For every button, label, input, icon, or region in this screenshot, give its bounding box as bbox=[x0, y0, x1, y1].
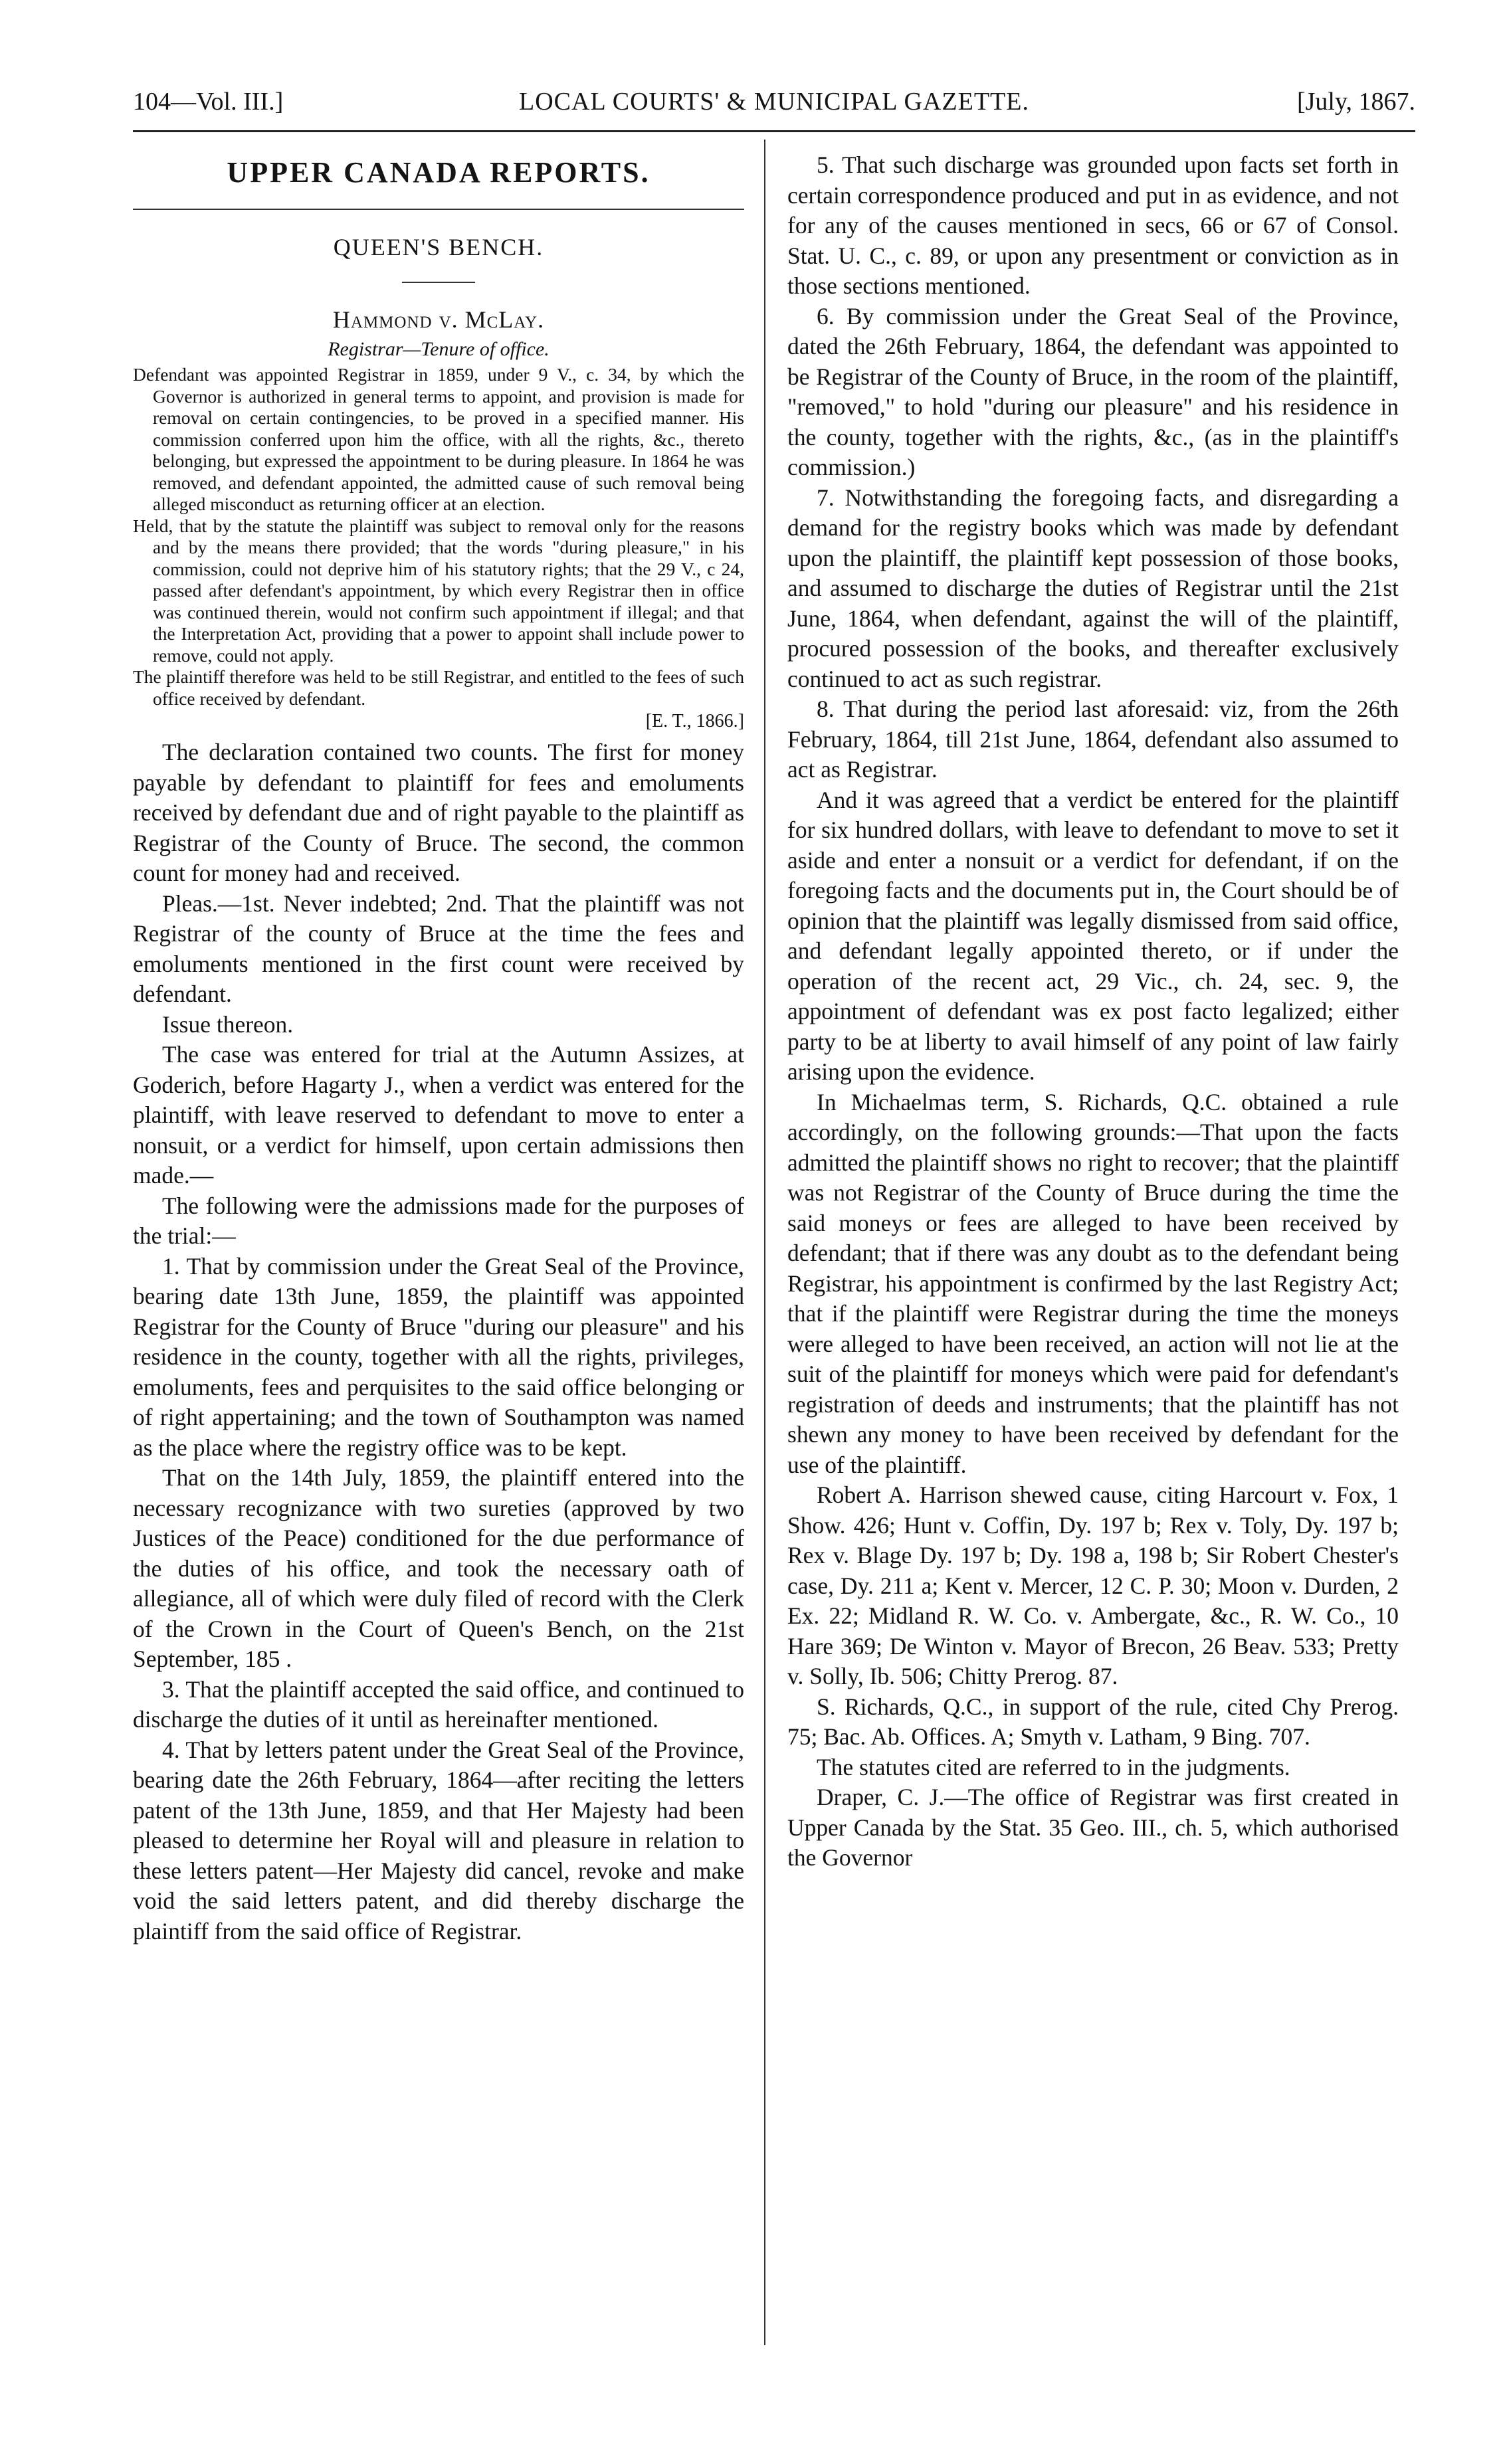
series-title: UPPER CANADA REPORTS. bbox=[227, 156, 650, 189]
body-paragraph: 4. That by letters patent under the Great Seal of the Province, bearing date the 26th February, 1864—after reciting the letters patent of the 13th June, 1859, and that Her Majesty had been pleased to determine her Royal will and pleasure in relation to these letters patent—Her Majesty did cancel, revoke and make void the said letters patent, and did thereby discharge the plaintiff from the said office of Registrar. bbox=[133, 1736, 744, 1944]
body-paragraph: 7. Notwithstanding the foregoing facts, and disregarding a demand for the registry books which was made by defendant upon the plaintiff, the plaintiff kept possession of those books, and assumed to discharge the duties of Registrar until the 21st June, 1864, when defendant, against the will of the plaintiff, procured possession of the books, and thereafter exclusively continued to act as such registrar. bbox=[787, 484, 1399, 692]
header-divider bbox=[133, 130, 1415, 132]
publication-title: LOCAL COURTS' & MUNICIPAL GAZETTE. bbox=[519, 88, 1029, 116]
body-paragraph: S. Richards, Q.C., in support of the rule, cited Chy Prerog. 75; Bac. Ab. Offices. A; Smyth v. Latham, 9 Bing. 707. bbox=[787, 1693, 1399, 1750]
body-paragraph: Issue thereon. bbox=[162, 1010, 294, 1038]
body-paragraph: In Michaelmas term, S. Richards, Q.C. obtained a rule accordingly, on the following grounds:—That upon the facts admitted the plaintiff shows no right to recover; that the plaintiff was not Registrar of the County of Bruce during the time the said moneys or fees are alleged to have been received by defendant; that if there was any doubt as to the defendant being Registrar, his appointment is confirmed by the last Registry Act; that if the plaintiff were Registrar during the time the moneys were alleged to have been received, an action will not lie at the suit of the plaintiff for moneys which were paid for defendant's registration of deeds and instruments; that the plaintiff has not shewn any money to have been received by defendant for the use of the plaintiff. bbox=[787, 1088, 1399, 1478]
body-paragraph: And it was agreed that a verdict be entered for the plaintiff for six hundred dollars, with leave to defendant to move to set it aside and enter a nonsuit or a verdict for defendant, if on the foregoing facts and the documents put in, the Court should be of opinion that the plaintiff was legally dismissed from said office, and defendant legally appointed thereto, or if under the operation of the recent act, 29 Vic., ch. 24, sec. 9, the appointment of defendant was ex post facto legalized; either party to be at liberty to avail himself of any point of law fairly arising upon the evidence. bbox=[787, 786, 1399, 1085]
body-paragraph: That on the 14th July, 1859, the plaintiff entered into the necessary recognizance with two sureties (approved by two Justices of the Peace) conditioned for the due performance of the duties of his office, and took the necessary oath of allegiance, all of which were duly filed of record with the Clerk of the Crown in the Court of Queen's Bench, on the 21st September, 185 . bbox=[133, 1464, 744, 1672]
body-paragraph: 6. By commission under the Great Seal of the Province, dated the 26th February, 1864, the defendant was appointed to be Registrar of the County of Bruce, in the room of the plaintiff, "removed," to hold "during our pleasure" and his residence in the county, together with the rights, &c., (as in the plaintiff's commission.) bbox=[787, 302, 1399, 480]
short-divider bbox=[402, 282, 475, 283]
running-head bbox=[133, 78, 1415, 125]
body-paragraph: 3. That the plaintiff accepted the said office, and continued to discharge the duties of it until as hereinafter mentioned. bbox=[133, 1675, 744, 1733]
body-paragraph: Pleas.—1st. Never indebted; 2nd. That the plaintiff was not Registrar of the county of Bruce at the time the fees and emoluments mentioned in the first count were received by defendant. bbox=[133, 890, 744, 1007]
body-paragraph: Draper, C. J.—The office of Registrar was first created in Upper Canada by the Stat. 35 Geo. III., ch. 5, which authorised the Governor bbox=[787, 1784, 1399, 1871]
body-paragraph: 5. That such discharge was grounded upon facts set forth in certain correspondence produced and put in as evidence, and not for any of the causes mentioned in secs, 66 or 67 of Consol. Stat. U. C., c. 89, or upon any presentment or conviction as in those sections mentioned. bbox=[787, 151, 1399, 299]
section-divider bbox=[133, 209, 744, 210]
body-paragraph: The case was entered for trial at the Autumn Assizes, at Goderich, before Hagarty J., when a verdict was entered for the plaintiff, with leave reserved to defendant to move to enter a nonsuit, or a verdict for himself, upon certain admissions then made.— bbox=[133, 1041, 744, 1188]
body-paragraph: Robert A. Harrison shewed cause, citing Harcourt v. Fox, 1 Show. 426; Hunt v. Coffin, Dy. 197 b; Rex v. Toly, Dy. 197 b; Rex v. Blage Dy. 197 b; Dy. 198 a, 198 b; Sir Robert Chester's case, Dy. 211 a; Kent v. Mercer, 12 C. P. 30; Moon v. Durden, 2 Ex. 22; Midland R. W. Co. v. Ambergate, &c., R. W. Co., 10 Hare 369; De Winton v. Mayor of Brecon, 26 Beav. 533; Pretty v. Solly, Ib. 506; Chitty Prerog. 87. bbox=[787, 1481, 1399, 1689]
term-citation: [E. T., 1866.] bbox=[645, 711, 744, 731]
left-body-text bbox=[133, 737, 744, 1946]
page-volume-label: 104—Vol. III.] bbox=[133, 88, 284, 116]
body-paragraph: 1. That by commission under the Great Seal of the Province, bearing date 13th June, 1859, the plaintiff was appointed Registrar for the County of Bruce "during our pleasure" and his residence in the county, together with all the rights, privileges, emoluments, fees and perquisites to the said office belonging or of right appertaining; and the town of Southampton was named as the place where the registry office was to be kept. bbox=[133, 1252, 744, 1461]
headnote-paragraph: Held, that by the statute the plaintiff was subject to removal only for the reasons and by the means there provided; that the words "during pleasure," in his commission, could not deprive him of his statutory rights; that the 29 V., c 24, passed after defendant's appointment, by which every Registrar then in office was continued therein, would not confirm such appointment if illegal; and that the Interpretation Act, providing that a power to appoint shall include power to remove, could not apply. bbox=[133, 515, 744, 666]
body-paragraph: The following were the admissions made for the purposes of the trial:— bbox=[133, 1192, 744, 1249]
case-subject: Registrar—Tenure of office. bbox=[328, 338, 550, 360]
headnote-paragraph: The plaintiff therefore was held to be still Registrar, and entitled to the fees of such office received by defendant. bbox=[133, 666, 744, 709]
column-divider bbox=[764, 140, 765, 2345]
headnote-paragraph: Defendant was appointed Registrar in 1859, under 9 V., c. 34, by which the Governor is authorized in general terms to appoint, and provision is made for removal on certain contingencies, to be proved in a specified manner. His commission conferred upon him the office, with all the rights, &c., thereto belonging, but expressed the appointment to be during pleasure. In 1864 he was removed, and defendant appointed, the admitted cause of such removal being alleged misconduct as returning officer at an election. bbox=[133, 364, 744, 514]
issue-date: [July, 1867. bbox=[1296, 88, 1415, 116]
left-column bbox=[133, 150, 744, 1946]
case-title: Hammond v. McLay. bbox=[332, 306, 545, 333]
headnote bbox=[133, 364, 744, 710]
right-column bbox=[787, 150, 1399, 1873]
body-paragraph: The statutes cited are referred to in the judgments. bbox=[817, 1753, 1290, 1780]
body-paragraph: 8. That during the period last aforesaid: viz, from the 26th February, 1864, till 21st June, 1864, defendant also assumed to act as Registrar. bbox=[787, 696, 1399, 783]
court-name: QUEEN'S BENCH. bbox=[333, 234, 544, 260]
body-paragraph: The declaration contained two counts. The first for money payable by defendant to plaintiff for fees and emoluments received by defendant due and of right payable to the plaintiff as Registrar of the County of Bruce. The second, the common count for money had and received. bbox=[133, 739, 744, 886]
